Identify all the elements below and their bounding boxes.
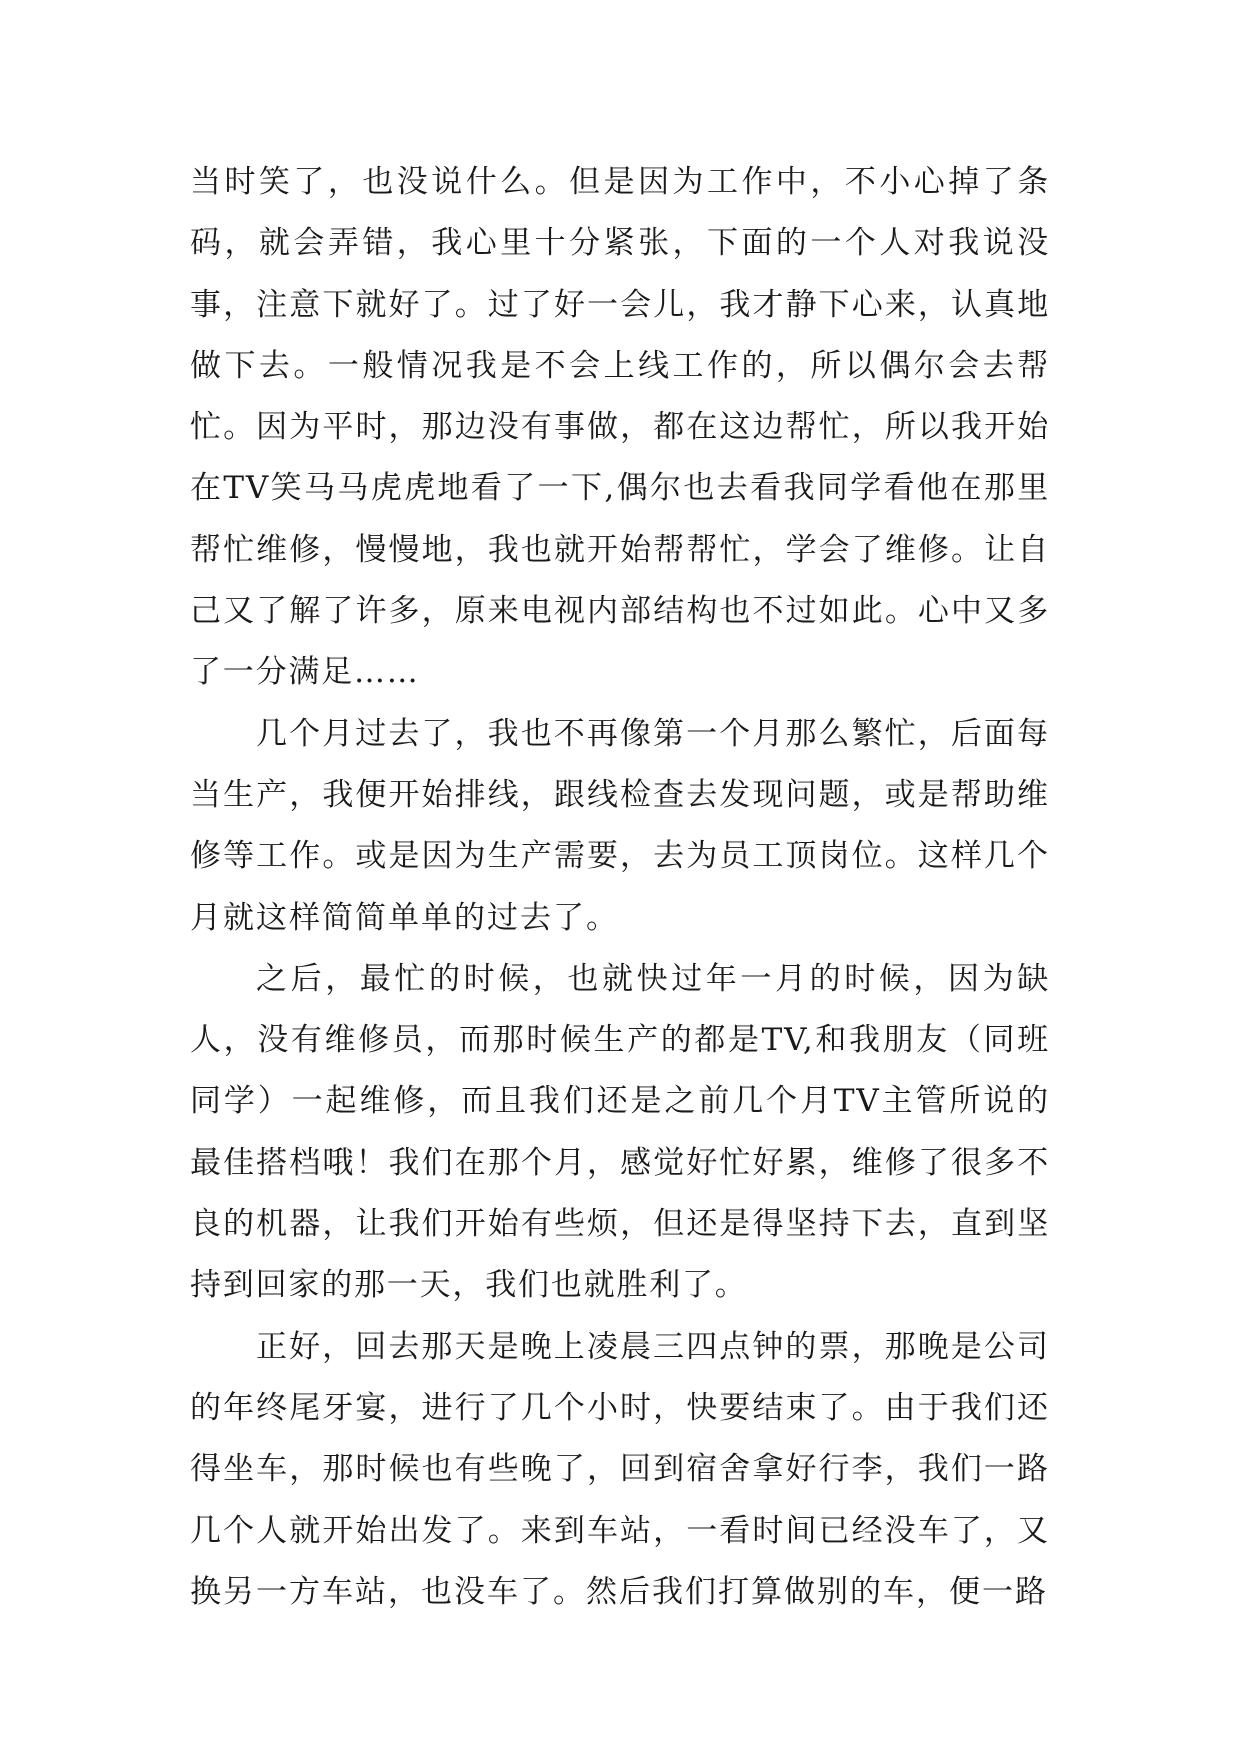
paragraph-2: 几个月过去了，我也不再像第一个月那么繁忙，后面每当生产，我便开始排线，跟线检查去发现问题，或是帮助维修等工作。或是因为生产需要，去为员工顶岗位。这样几个月就这样简简单单的过去了。 (190, 715, 1050, 936)
paragraph-3: 之后，最忙的时候，也就快过年一月的时候，因为缺人，没有维修员，而那时候生产的都是TV,和我朋友（同班同学）一起维修，而且我们还是之前几个月TV主管所说的最佳搭档哦！我们在那个月，感觉好忙好累，维修了很多不良的机器，让我们开始有些烦，但还是得坚持下去，直到坚持到回家的那一天，我们也就胜利了。 (190, 960, 1050, 1304)
paragraph-4: 正好，回去那天是晚上凌晨三四点钟的票，那晚是公司的年终尾牙宴，进行了几个小时，快要结束了。由于我们还得坐车，那时候也有些晚了，回到宿舍拿好行李，我们一路几个人就开始出发了。来到车站，一看时间已经没车了，又换另一方车站，也没车了。然后我们打算做别的车，便一路 (190, 1328, 1050, 1610)
paragraph-1: 当时笑了，也没说什么。但是因为工作中，不小心掉了条码，就会弄错，我心里十分紧张，下面的一个人对我说没事，注意下就好了。过了好一会儿，我才静下心来，认真地做下去。一般情况我是不会上线工作的，所以偶尔会去帮忙。因为平时，那边没有事做，都在这边帮忙，所以我开始在TV笑马马虎虎地看了一下,偶尔也去看我同学看他在那里帮忙维修，慢慢地，我也就开始帮帮忙，学会了维修。让自己又了解了许多，原来电视内部结构也不过如此。心中又多了一分满足…… (190, 164, 1050, 691)
body-text (190, 152, 1050, 1623)
